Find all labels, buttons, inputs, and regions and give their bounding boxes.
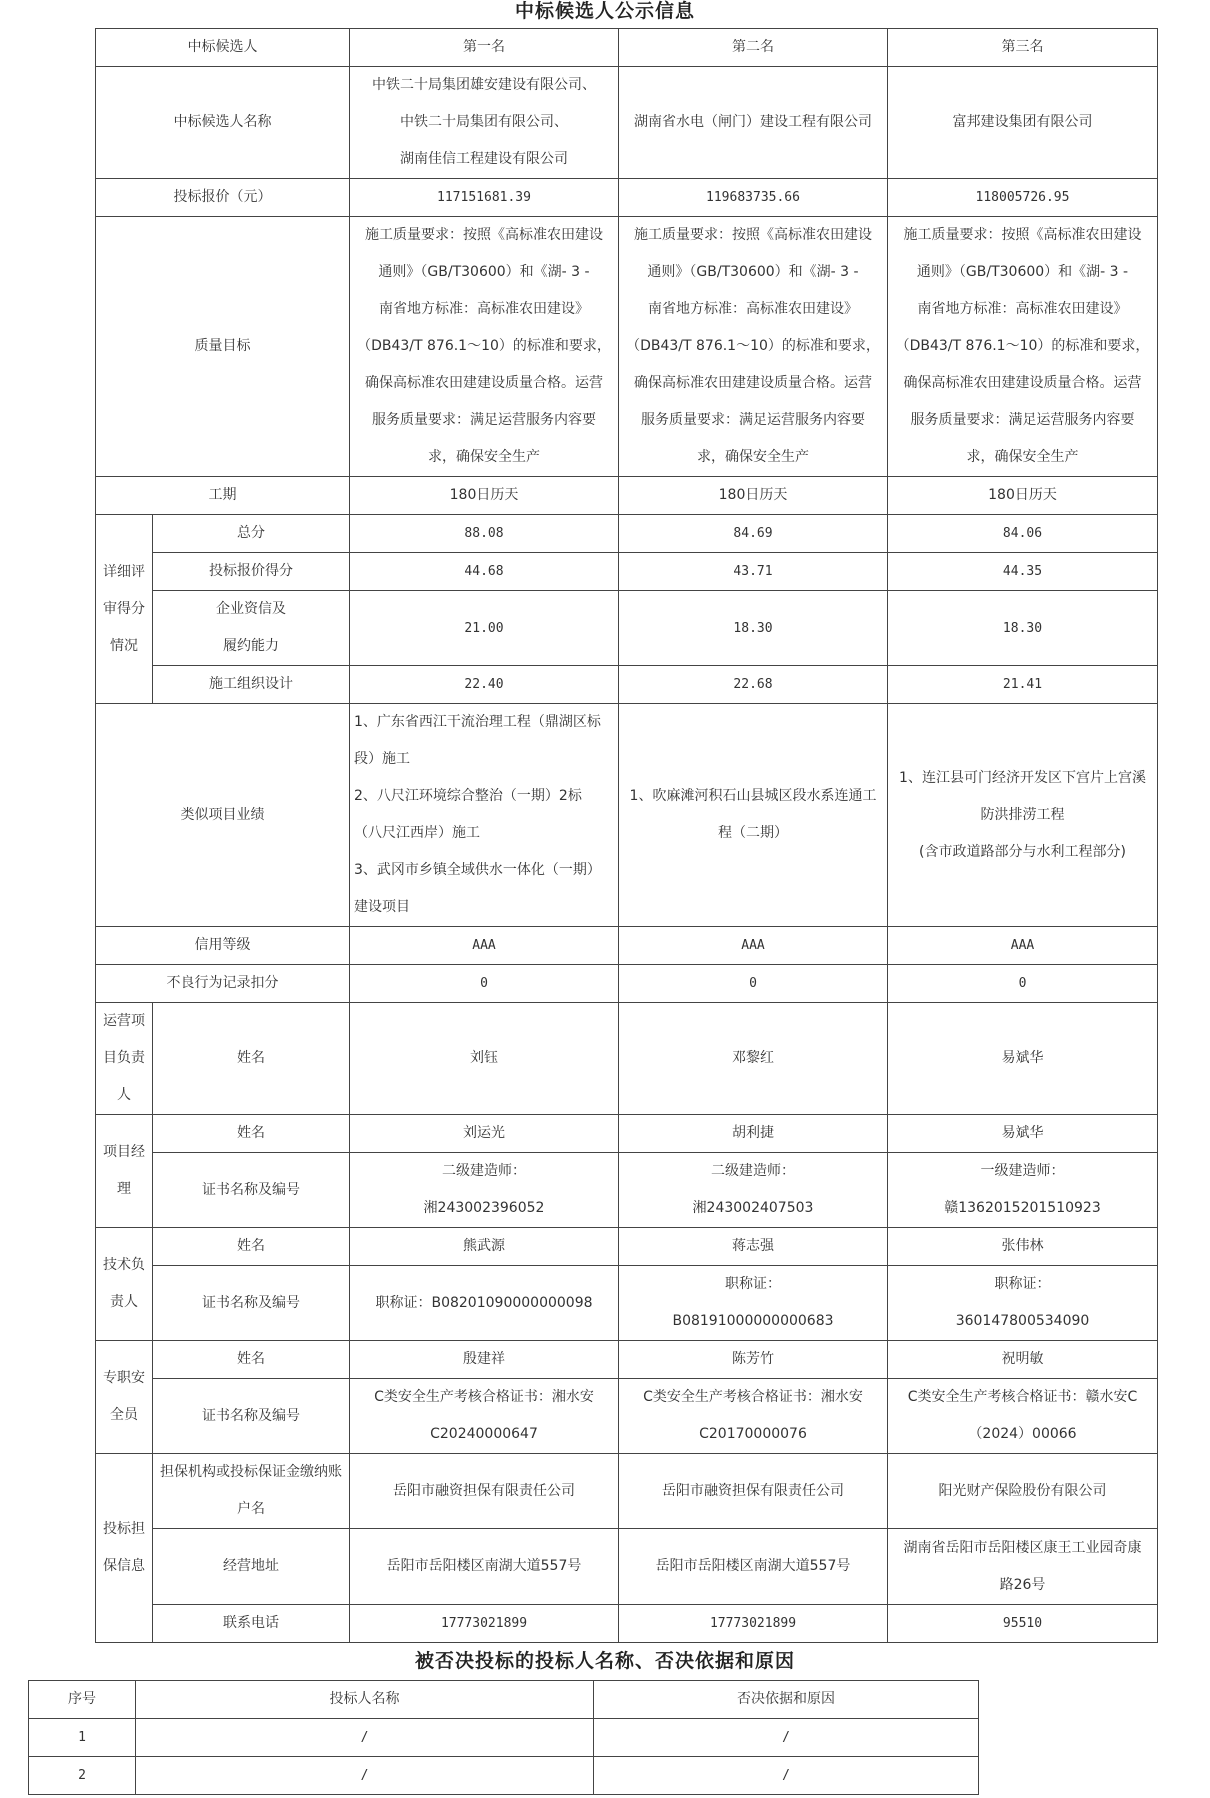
- project-line: 段）施工: [354, 751, 410, 767]
- group-label-line: 详细评: [103, 563, 145, 580]
- cert-line: 湘243002396052: [423, 1200, 545, 1216]
- safety-cert-2: [619, 1379, 888, 1454]
- ops-lead-2: 邓黎红: [619, 1003, 888, 1115]
- total-score-2: 84.69: [619, 515, 888, 553]
- candidate-1-name-line: 湖南佳信工程建设有限公司: [400, 151, 568, 167]
- cert-line: 二级建造师：: [711, 1163, 795, 1179]
- project-line: 3、武冈市乡镇全域供水一体化（一期）: [354, 862, 601, 878]
- guarantee-addr-1: [350, 1529, 619, 1605]
- rank-1-header: 第一名: [350, 29, 619, 67]
- candidate-2-name: 湖南省水电（闸门）建设工程有限公司: [619, 67, 888, 179]
- price-score-3: 44.35: [888, 553, 1158, 591]
- row-label: 类似项目业绩: [96, 704, 350, 927]
- score-credit-row: [96, 591, 1158, 666]
- safety-cert-row: [96, 1379, 1158, 1454]
- bad-record-row: [96, 965, 1158, 1003]
- table-row: [29, 1757, 979, 1795]
- similar-projects-row: [96, 704, 1158, 927]
- quality-3: [888, 217, 1158, 477]
- row-label-line: 户名: [237, 1501, 265, 1517]
- ops-lead-1: 刘钰: [350, 1003, 619, 1115]
- row-label: 投标报价得分: [153, 553, 350, 591]
- quality-line: 求，确保安全生产: [966, 449, 1079, 465]
- guarantee-addr-3: [888, 1529, 1158, 1605]
- period-1: 180日历天: [350, 477, 619, 515]
- row-bidder: /: [136, 1719, 594, 1757]
- quality-line: （DB43/T 876.1～10）的标准和要求，: [357, 338, 611, 354]
- row-label: 质量目标: [96, 217, 350, 477]
- design-score-1: 22.40: [350, 666, 619, 704]
- col-header-index: 序号: [29, 1681, 136, 1719]
- row-index: 1: [29, 1719, 136, 1757]
- total-score-3: 84.06: [888, 515, 1158, 553]
- row-bidder: /: [136, 1757, 594, 1795]
- row-label: 证书名称及编号: [153, 1266, 350, 1341]
- quality-line: 通则》（GB/T30600）和《湖- 3 -: [647, 264, 859, 280]
- project-line: （八尺江西岸）施工: [354, 825, 480, 841]
- rank-3-header: 第三名: [888, 29, 1158, 67]
- ops-group-label: [96, 1003, 153, 1115]
- row-label: 施工组织设计: [153, 666, 350, 704]
- tech-name-2: 蒋志强: [619, 1228, 888, 1266]
- cert-line: 一级建造师：: [980, 1163, 1065, 1179]
- tech-group-label: [96, 1228, 153, 1341]
- quality-line: 服务质量要求：满足运营服务内容要: [641, 412, 865, 428]
- row-label: 中标候选人名称: [96, 67, 350, 179]
- group-label-line: 全员: [110, 1407, 138, 1423]
- row-label: 证书名称及编号: [153, 1153, 350, 1228]
- safety-name-3: 祝明敏: [888, 1341, 1158, 1379]
- group-label-line: 情况: [110, 637, 138, 654]
- row-label: 信用等级: [96, 927, 350, 965]
- tech-name-3: 张伟林: [888, 1228, 1158, 1266]
- total-score-1: 88.08: [350, 515, 619, 553]
- quality-row: [96, 217, 1158, 477]
- tech-cert-3: [888, 1266, 1158, 1341]
- score-group-label: [96, 515, 153, 704]
- similar-projects-2: [619, 704, 888, 927]
- project-line: 2、八尺江环境综合整治（一期）2标: [354, 788, 582, 804]
- row-label: 投标报价（元）: [96, 179, 350, 217]
- candidate-3-name: 富邦建设集团有限公司: [888, 67, 1158, 179]
- pm-name-3: 易斌华: [888, 1115, 1158, 1153]
- row-label: 姓名: [153, 1228, 350, 1266]
- tech-name-row: [96, 1228, 1158, 1266]
- safety-name-2: 陈芳竹: [619, 1341, 888, 1379]
- bad-record-3: 0: [888, 965, 1158, 1003]
- guarantee-org-row: [96, 1454, 1158, 1529]
- price-1: 117151681.39: [350, 179, 619, 217]
- cert-line: 职称证：B08201090000000098: [375, 1294, 593, 1311]
- pm-cert-3: [888, 1153, 1158, 1228]
- row-reason: /: [594, 1719, 979, 1757]
- group-label-line: 责人: [110, 1294, 138, 1310]
- design-score-3: 21.41: [888, 666, 1158, 704]
- safety-name-1: 殷建祥: [350, 1341, 619, 1379]
- quality-line: 施工质量要求：按照《高标准农田建设: [365, 227, 603, 243]
- group-label-line: 专职安: [103, 1370, 145, 1386]
- bad-record-1: 0: [350, 965, 619, 1003]
- rejected-header-row: [29, 1681, 979, 1719]
- credit-rating-1: AAA: [350, 927, 619, 965]
- candidate-1-name-line: 中铁二十局集团有限公司、: [400, 114, 568, 130]
- cert-line: C类安全生产考核合格证书：赣水安C: [907, 1389, 1138, 1405]
- guarantee-addr-row: [96, 1529, 1158, 1605]
- quality-line: 南省地方标准：高标准农田建设》: [917, 301, 1128, 317]
- row-label-line: 履约能力: [223, 638, 279, 654]
- cert-line: C类安全生产考核合格证书：湘水安: [374, 1389, 594, 1405]
- row-label: 联系电话: [153, 1605, 350, 1643]
- rejected-section-title: 被否决投标的投标人名称、否决依据和原因: [414, 1650, 795, 1672]
- tech-cert-row: [96, 1266, 1158, 1341]
- design-score-2: 22.68: [619, 666, 888, 704]
- project-line: 防洪排涝工程: [980, 806, 1065, 823]
- group-label-line: 目负责: [103, 1050, 145, 1066]
- rank-2-header: 第二名: [619, 29, 888, 67]
- group-label-line: 项目经: [103, 1144, 145, 1160]
- price-2: 119683735.66: [619, 179, 888, 217]
- period-2: 180日历天: [619, 477, 888, 515]
- similar-projects-3: [888, 704, 1158, 927]
- candidate-name-row: [96, 67, 1158, 179]
- guarantee-group-label: [96, 1454, 153, 1643]
- ops-lead-row: [96, 1003, 1158, 1115]
- addr-line: 岳阳市岳阳楼区南湖大道557号: [386, 1558, 582, 1574]
- credit-rating-row: [96, 927, 1158, 965]
- quality-line: 确保高标准农田建建设质量合格。运营: [634, 375, 872, 391]
- cert-line: 职称证：: [994, 1276, 1051, 1292]
- row-label-line: 企业资信及: [216, 601, 286, 617]
- ops-lead-3: 易斌华: [888, 1003, 1158, 1115]
- row-label: 总分: [153, 515, 350, 553]
- group-label-line: 审得分: [103, 600, 145, 617]
- row-label: [153, 1454, 350, 1529]
- guarantee-phone-1: 17773021899: [350, 1605, 619, 1643]
- row-label: 姓名: [153, 1341, 350, 1379]
- price-score-1: 44.68: [350, 553, 619, 591]
- bad-record-2: 0: [619, 965, 888, 1003]
- group-label-line: 人: [117, 1087, 131, 1103]
- project-line: 程（二期）: [718, 825, 788, 841]
- quality-1: [350, 217, 619, 477]
- quality-line: 确保高标准农田建建设质量合格。运营: [365, 375, 603, 391]
- guarantee-phone-2: 17773021899: [619, 1605, 888, 1643]
- row-label: 姓名: [153, 1003, 350, 1115]
- project-line: 1、广东省西江干流治理工程（鼎湖区标: [354, 714, 601, 730]
- quality-line: 服务质量要求：满足运营服务内容要: [372, 412, 596, 428]
- col-header-reason: 否决依据和原因: [594, 1681, 979, 1719]
- credit-rating-2: AAA: [619, 927, 888, 965]
- cert-line: C类安全生产考核合格证书：湘水安: [643, 1389, 863, 1405]
- pm-name-row: [96, 1115, 1158, 1153]
- project-line: (含市政道路部分与水利工程部分): [919, 843, 1126, 860]
- quality-line: 施工质量要求：按照《高标准农田建设: [903, 227, 1142, 243]
- safety-cert-3: [888, 1379, 1158, 1454]
- guarantee-phone-3: 95510: [888, 1605, 1158, 1643]
- quality-line: 求，确保安全生产: [697, 449, 809, 465]
- addr-line: 路26号: [999, 1576, 1046, 1593]
- row-label: 不良行为记录扣分: [96, 965, 350, 1003]
- table-row: [29, 1719, 979, 1757]
- cert-line: 二级建造师：: [442, 1163, 526, 1179]
- candidate-1-name: [350, 67, 619, 179]
- group-label-line: 技术负: [103, 1257, 145, 1273]
- guarantee-phone-row: [96, 1605, 1158, 1643]
- quality-line: 求，确保安全生产: [428, 449, 540, 465]
- pm-cert-1: [350, 1153, 619, 1228]
- score-price-row: [96, 553, 1158, 591]
- pm-group-label: [96, 1115, 153, 1228]
- row-label: 证书名称及编号: [153, 1379, 350, 1454]
- row-label: 工期: [96, 477, 350, 515]
- cert-line: C20170000076: [699, 1426, 807, 1442]
- cert-line: （2024）00066: [968, 1426, 1077, 1442]
- similar-projects-1: [350, 704, 619, 927]
- period-3: 180日历天: [888, 477, 1158, 515]
- price-score-2: 43.71: [619, 553, 888, 591]
- row-label: 姓名: [153, 1115, 350, 1153]
- col-header-bidder: 投标人名称: [136, 1681, 594, 1719]
- price-3: 118005726.95: [888, 179, 1158, 217]
- project-line: 1、连江县可门经济开发区下宫片上宫溪: [899, 769, 1146, 786]
- quality-line: 南省地方标准：高标准农田建设》: [648, 301, 858, 317]
- period-row: [96, 477, 1158, 515]
- score-total-row: [96, 515, 1158, 553]
- page-title: 中标候选人公示信息: [514, 0, 695, 22]
- guarantee-org-1: 岳阳市融资担保有限责任公司: [350, 1454, 619, 1529]
- guarantee-addr-2: [619, 1529, 888, 1605]
- addr-line: 湖南省岳阳市岳阳楼区康王工业园奇康: [903, 1539, 1142, 1556]
- pm-cert-2: [619, 1153, 888, 1228]
- row-index: 2: [29, 1757, 136, 1795]
- pm-name-1: 刘运光: [350, 1115, 619, 1153]
- price-row: [96, 179, 1158, 217]
- row-label: [153, 591, 350, 666]
- credit-score-1: 21.00: [350, 591, 619, 666]
- tech-cert-1: [350, 1266, 619, 1341]
- rejected-table: [28, 1680, 979, 1795]
- cert-line: 职称证：: [725, 1276, 781, 1292]
- row-reason: /: [594, 1757, 979, 1795]
- group-label-line: 理: [117, 1181, 131, 1197]
- candidate-table: [95, 28, 1158, 1643]
- group-label-line: 运营项: [103, 1013, 145, 1029]
- cert-line: 360147800534090: [955, 1313, 1090, 1329]
- quality-line: （DB43/T 876.1～10）的标准和要求，: [626, 338, 880, 354]
- score-design-row: [96, 666, 1158, 704]
- safety-name-row: [96, 1341, 1158, 1379]
- cert-line: C20240000647: [430, 1426, 538, 1442]
- cert-line: 赣1362015201510923: [944, 1200, 1101, 1216]
- guarantee-org-2: 岳阳市融资担保有限责任公司: [619, 1454, 888, 1529]
- header-row: [96, 29, 1158, 67]
- cert-line: 湘243002407503: [692, 1200, 814, 1216]
- header-label: 中标候选人: [96, 29, 350, 67]
- quality-line: 服务质量要求：满足运营服务内容要: [910, 412, 1135, 428]
- quality-line: 通则》（GB/T30600）和《湖- 3 -: [916, 264, 1129, 280]
- safety-cert-1: [350, 1379, 619, 1454]
- project-line: 建设项目: [354, 899, 410, 915]
- candidate-1-name-line: 中铁二十局集团雄安建设有限公司、: [372, 77, 596, 93]
- quality-2: [619, 217, 888, 477]
- credit-score-3: 18.30: [888, 591, 1158, 666]
- cert-line: B08191000000000683: [672, 1313, 834, 1329]
- safety-group-label: [96, 1341, 153, 1454]
- tech-name-1: 熊武源: [350, 1228, 619, 1266]
- row-label-line: 担保机构或投标保证金缴纳账: [160, 1464, 342, 1480]
- project-line: 1、吹麻滩河积石山县城区段水系连通工: [629, 788, 877, 804]
- credit-rating-3: AAA: [888, 927, 1158, 965]
- pm-name-2: 胡利捷: [619, 1115, 888, 1153]
- row-label: 经营地址: [153, 1529, 350, 1605]
- group-label-line: 保信息: [103, 1558, 145, 1574]
- quality-line: 施工质量要求：按照《高标准农田建设: [634, 227, 872, 243]
- group-label-line: 投标担: [103, 1521, 145, 1537]
- tech-cert-2: [619, 1266, 888, 1341]
- quality-line: 确保高标准农田建建设质量合格。运营: [903, 375, 1142, 391]
- quality-line: 南省地方标准：高标准农田建设》: [379, 301, 589, 317]
- pm-cert-row: [96, 1153, 1158, 1228]
- quality-line: （DB43/T 876.1～10）的标准和要求，: [895, 338, 1150, 354]
- credit-score-2: 18.30: [619, 591, 888, 666]
- quality-line: 通则》（GB/T30600）和《湖- 3 -: [378, 264, 590, 280]
- addr-line: 岳阳市岳阳楼区南湖大道557号: [655, 1558, 851, 1574]
- guarantee-org-3: 阳光财产保险股份有限公司: [888, 1454, 1158, 1529]
